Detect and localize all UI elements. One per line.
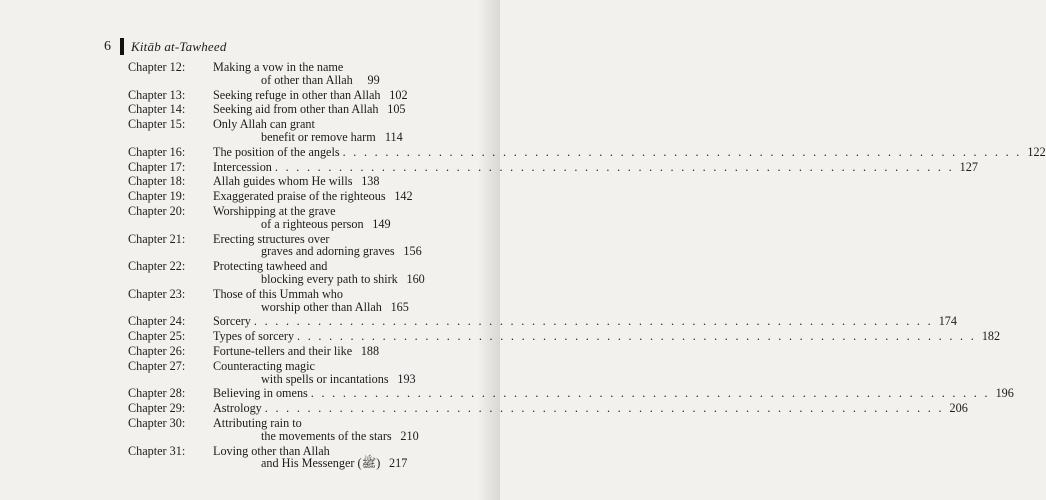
toc-chapter-label: Chapter 20: [128, 203, 186, 218]
toc-title-line: Types of sorcery [213, 329, 295, 344]
toc-page-number: 206 [949, 401, 968, 416]
toc-entry [128, 415, 419, 443]
toc-page-number: 142 [394, 189, 413, 204]
toc-chapter-label: Chapter 14: [128, 102, 186, 117]
toc-title-line: the movements of the stars [261, 428, 392, 443]
toc-page-number: 105 [387, 102, 406, 117]
toc-title-line: Exaggerated praise of the righteous [213, 189, 386, 204]
toc-entry [128, 203, 391, 231]
toc-chapter-label: Chapter 15: [128, 117, 186, 132]
toc-title-line: and His Messenger (ﷺ) [261, 456, 381, 471]
toc-title-line: Intercession [213, 159, 272, 174]
toc-title-line: Loving other than Allah [213, 443, 330, 458]
toc-title-line: Counteracting magic [213, 358, 315, 373]
page-number: 6 [104, 38, 111, 54]
toc-entry [128, 345, 378, 358]
toc-title-line: of other than Allah [261, 72, 353, 87]
toc-entry [128, 259, 425, 286]
toc-page-number: 210 [400, 428, 419, 443]
toc-leader-dots: . . . . . . . . . . . . . . . . . . . . . . . . . . . . . . . . . . . . . . . . . . . . . . . . . . . . . . . . . . . . . . . . [264, 401, 944, 416]
toc-title-line: Fortune-tellers and their like [213, 343, 353, 358]
page-edge-shadow [478, 0, 500, 500]
toc-chapter-label: Chapter 13: [128, 87, 186, 102]
toc-title-line: Believing in omens [213, 386, 308, 401]
header-rule-bar [120, 38, 124, 55]
toc-page-number: 193 [397, 371, 416, 386]
toc-chapter-label: Chapter 24: [128, 314, 186, 329]
toc-page-number: 217 [389, 456, 408, 471]
toc-page-number: 127 [959, 159, 978, 174]
toc-entry [128, 117, 403, 144]
table-of-contents [128, 60, 1046, 472]
toc-page-number: 160 [406, 271, 425, 286]
toc-title-line: blocking every path to shirk [261, 271, 398, 286]
toc-leader-dots: . . . . . . . . . . . . . . . . . . . . . . . . . . . . . . . . . . . . . . . . . . . . . . . . . . . . . . . . . . . . . . . . [253, 314, 933, 329]
toc-chapter-label: Chapter 28: [128, 386, 186, 401]
toc-leader-dots: . . . . . . . . . . . . . . . . . . . . . . . . . . . . . . . . . . . . . . . . . . . . . . . . . . . . . . . . . . . . . . . . [274, 159, 954, 174]
toc-entry [128, 386, 1014, 401]
toc-title-line: Sorcery [213, 314, 251, 329]
toc-chapter-label: Chapter 12: [128, 60, 186, 74]
toc-chapter-label: Chapter 25: [128, 329, 186, 344]
toc-entry [128, 102, 406, 117]
toc-page-number: 138 [361, 174, 380, 189]
toc-chapter-label: Chapter 29: [128, 401, 186, 416]
toc-chapter-label: Chapter 23: [128, 286, 186, 301]
toc-title-line: Worshipping at the grave [213, 203, 336, 218]
toc-page-number: 196 [995, 386, 1014, 401]
toc-title-line: worship other than Allah [261, 299, 382, 314]
toc-chapter-label: Chapter 17: [128, 159, 186, 174]
toc-leader-dots: . . . . . . . . . . . . . . . . . . . . . . . . . . . . . . . . . . . . . . . . . . . . . . . . . . . . . . . . . . . . . . . . [310, 386, 990, 401]
toc-entry [128, 314, 957, 329]
toc-title-line: Erecting structures over [213, 231, 330, 246]
toc-title-line: Attributing rain to [213, 415, 302, 430]
toc-chapter-label: Chapter 19: [128, 189, 186, 204]
toc-page-number: 165 [390, 299, 409, 314]
toc-title-line: The position of the angels [213, 144, 340, 159]
page-header [104, 38, 227, 55]
toc-page-number: 114 [384, 129, 403, 144]
toc-entry [128, 443, 408, 471]
toc-entry [128, 61, 378, 87]
toc-page-number: 156 [403, 244, 422, 259]
toc-title-line: Only Allah can grant [213, 117, 315, 132]
toc-entry [128, 87, 408, 102]
toc-chapter-label: Chapter 30: [128, 415, 186, 430]
toc-entry [128, 401, 968, 416]
toc-chapter-label: Chapter 18: [128, 174, 186, 189]
toc-chapter-label: Chapter 26: [128, 343, 186, 358]
toc-title-line: Making a vow in the name [213, 60, 344, 74]
toc-title-line: Astrology [213, 401, 262, 416]
toc-leader-dots: . . . . . . . . . . . . . . . . . . . . . . . . . . . . . . . . . . . . . . . . . . . . . . . . . . . . . . . . . . . . . . . . [297, 329, 977, 344]
toc-title-line: of a righteous person [261, 216, 364, 231]
toc-entry [128, 144, 1046, 159]
toc-title-line: Seeking aid from other than Allah [213, 102, 379, 117]
toc-title-line: with spells or incantations [261, 371, 389, 386]
toc-page-number: 188 [360, 343, 380, 358]
toc-title-line: Seeking refuge in other than Allah [213, 87, 381, 102]
toc-entry [128, 189, 413, 204]
toc-title-line: Allah guides whom He wills [213, 174, 353, 189]
toc-chapter-label: Chapter 31: [128, 443, 186, 458]
toc-page-number: 149 [372, 216, 391, 231]
toc-entry [128, 175, 378, 188]
toc-leader-dots: . . . . . . . . . . . . . . . . . . . . . . . . . . . . . . . . . . . . . . . . . . . . . . . . . . . . . . . . . . . . . . . . [342, 144, 1022, 159]
toc-page-number: 102 [389, 87, 408, 102]
toc-title-line: benefit or remove harm [261, 129, 376, 144]
toc-entry [128, 159, 978, 174]
toc-chapter-label: Chapter 27: [128, 358, 186, 373]
toc-entry [128, 329, 1001, 344]
toc-chapter-label: Chapter 16: [128, 144, 186, 159]
toc-chapter-label: Chapter 21: [128, 231, 186, 246]
toc-chapter-label: Chapter 22: [128, 259, 186, 274]
toc-title-line: graves and adorning graves [261, 244, 395, 259]
running-head: Kitāb at-Tawheed [131, 38, 227, 54]
toc-entry [128, 231, 422, 259]
toc-entry [128, 286, 409, 314]
toc-page-number: 182 [981, 329, 1001, 344]
toc-title-line: Protecting tawheed and [213, 259, 328, 274]
toc-title-line: Those of this Ummah who [213, 286, 343, 301]
toc-page-number: 122 [1027, 144, 1046, 159]
toc-entry [128, 358, 416, 386]
toc-page-number: 99 [367, 72, 380, 87]
toc-page-number: 174 [938, 314, 957, 329]
